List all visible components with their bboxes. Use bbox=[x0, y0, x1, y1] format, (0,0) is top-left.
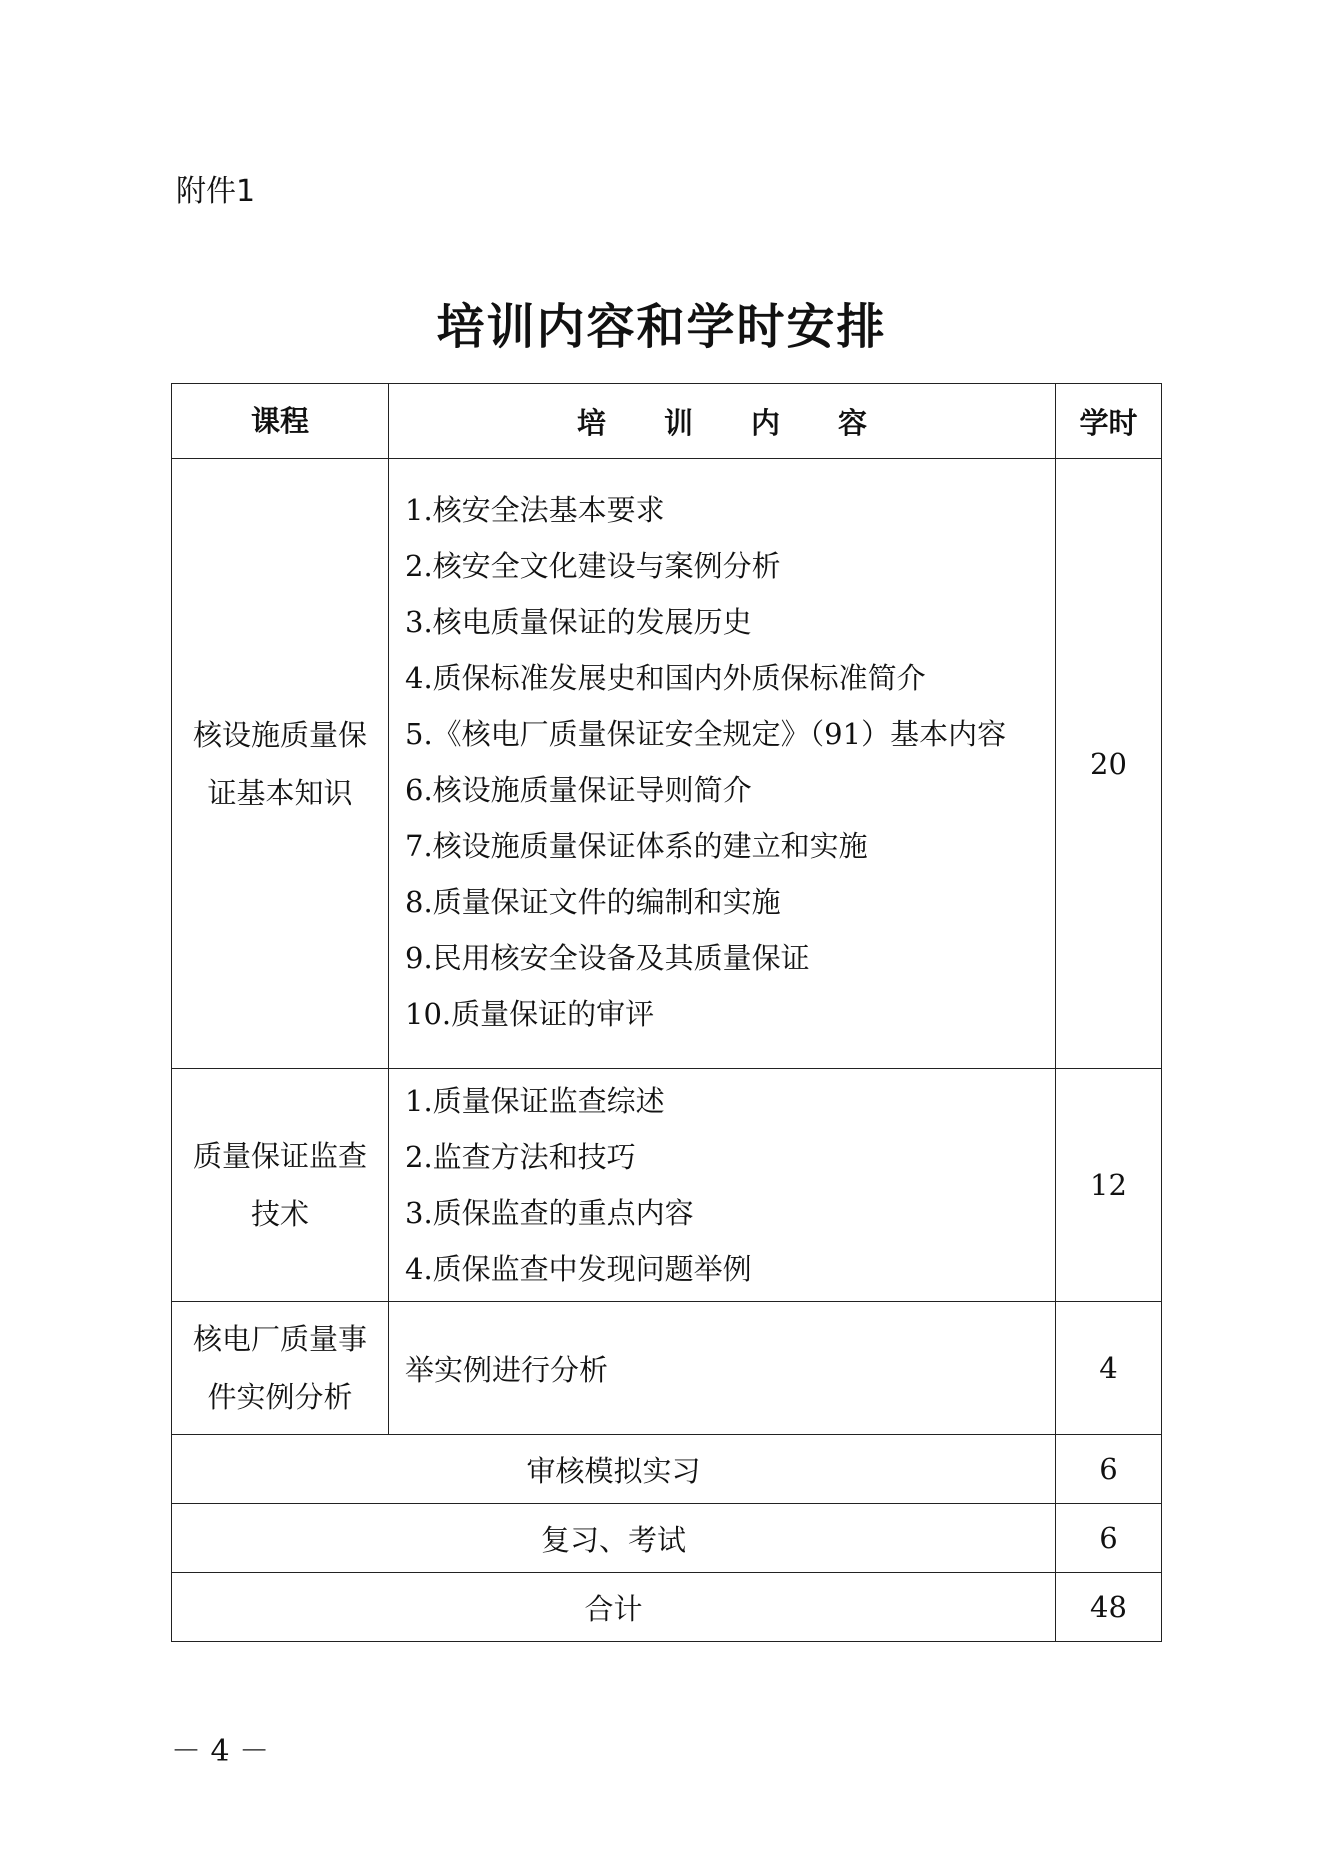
hours-cell: 6 bbox=[1056, 1435, 1162, 1504]
list-item: 7.核设施质量保证体系的建立和实施 bbox=[405, 828, 868, 863]
header-content bbox=[389, 384, 1056, 459]
list-item: 3.核电质量保证的发展历史 bbox=[405, 604, 752, 639]
list-item: 举实例进行分析 bbox=[405, 1352, 609, 1387]
header-hours: 学时 bbox=[1056, 384, 1162, 459]
table-row bbox=[172, 1435, 1162, 1504]
table-row bbox=[172, 1302, 1162, 1435]
table-row bbox=[172, 459, 1162, 1069]
list-item: 6.核设施质量保证导则简介 bbox=[405, 772, 752, 807]
header-course: 课程 bbox=[172, 384, 389, 459]
page-number: － 4 － bbox=[171, 1734, 270, 1769]
list-item: 2.核安全文化建设与案例分析 bbox=[405, 548, 781, 583]
merged-label-cell: 审核模拟实习 bbox=[172, 1435, 1056, 1504]
header-content-label: 培训内容 bbox=[576, 405, 925, 440]
content-cell bbox=[389, 459, 1056, 1069]
table-row bbox=[172, 1069, 1162, 1302]
list-item: 4.质保标准发展史和国内外质保标准简介 bbox=[405, 660, 926, 695]
page-title: 培训内容和学时安排 bbox=[436, 299, 887, 355]
list-item: 9.民用核安全设备及其质量保证 bbox=[405, 940, 810, 975]
total-label-cell: 合计 bbox=[172, 1573, 1056, 1642]
hours-cell: 4 bbox=[1056, 1302, 1162, 1435]
list-item: 5.《核电厂质量保证安全规定》（91）基本内容 bbox=[405, 716, 1007, 751]
course-cell bbox=[172, 1302, 389, 1435]
course-cell bbox=[172, 459, 389, 1069]
list-item: 1.核安全法基本要求 bbox=[405, 492, 665, 527]
list-item: 3.质保监查的重点内容 bbox=[405, 1196, 694, 1230]
content-cell bbox=[389, 1302, 1056, 1435]
hours-cell: 12 bbox=[1056, 1069, 1162, 1302]
list-item: 8.质量保证文件的编制和实施 bbox=[405, 884, 781, 919]
course-name: 质量保证监查技术 bbox=[192, 1139, 367, 1231]
attachment-label: 附件1 bbox=[176, 174, 256, 209]
table-row bbox=[172, 1573, 1162, 1642]
list-item: 1.质量保证监查综述 bbox=[405, 1084, 665, 1118]
table-row bbox=[172, 1504, 1162, 1573]
course-name: 核设施质量保证基本知识 bbox=[192, 717, 367, 810]
course-cell bbox=[172, 1069, 389, 1302]
schedule-table bbox=[171, 383, 1162, 1642]
merged-label-cell: 复习、考试 bbox=[172, 1504, 1056, 1573]
course-name: 核电厂质量事件实例分析 bbox=[192, 1322, 367, 1414]
list-item: 2.监查方法和技巧 bbox=[405, 1140, 636, 1174]
hours-cell: 20 bbox=[1056, 459, 1162, 1069]
total-hours-cell: 48 bbox=[1056, 1573, 1162, 1642]
list-item: 10.质量保证的审评 bbox=[405, 996, 655, 1031]
table-header-row bbox=[172, 384, 1162, 459]
list-item: 4.质保监查中发现问题举例 bbox=[405, 1252, 752, 1286]
content-cell bbox=[389, 1069, 1056, 1302]
hours-cell: 6 bbox=[1056, 1504, 1162, 1573]
